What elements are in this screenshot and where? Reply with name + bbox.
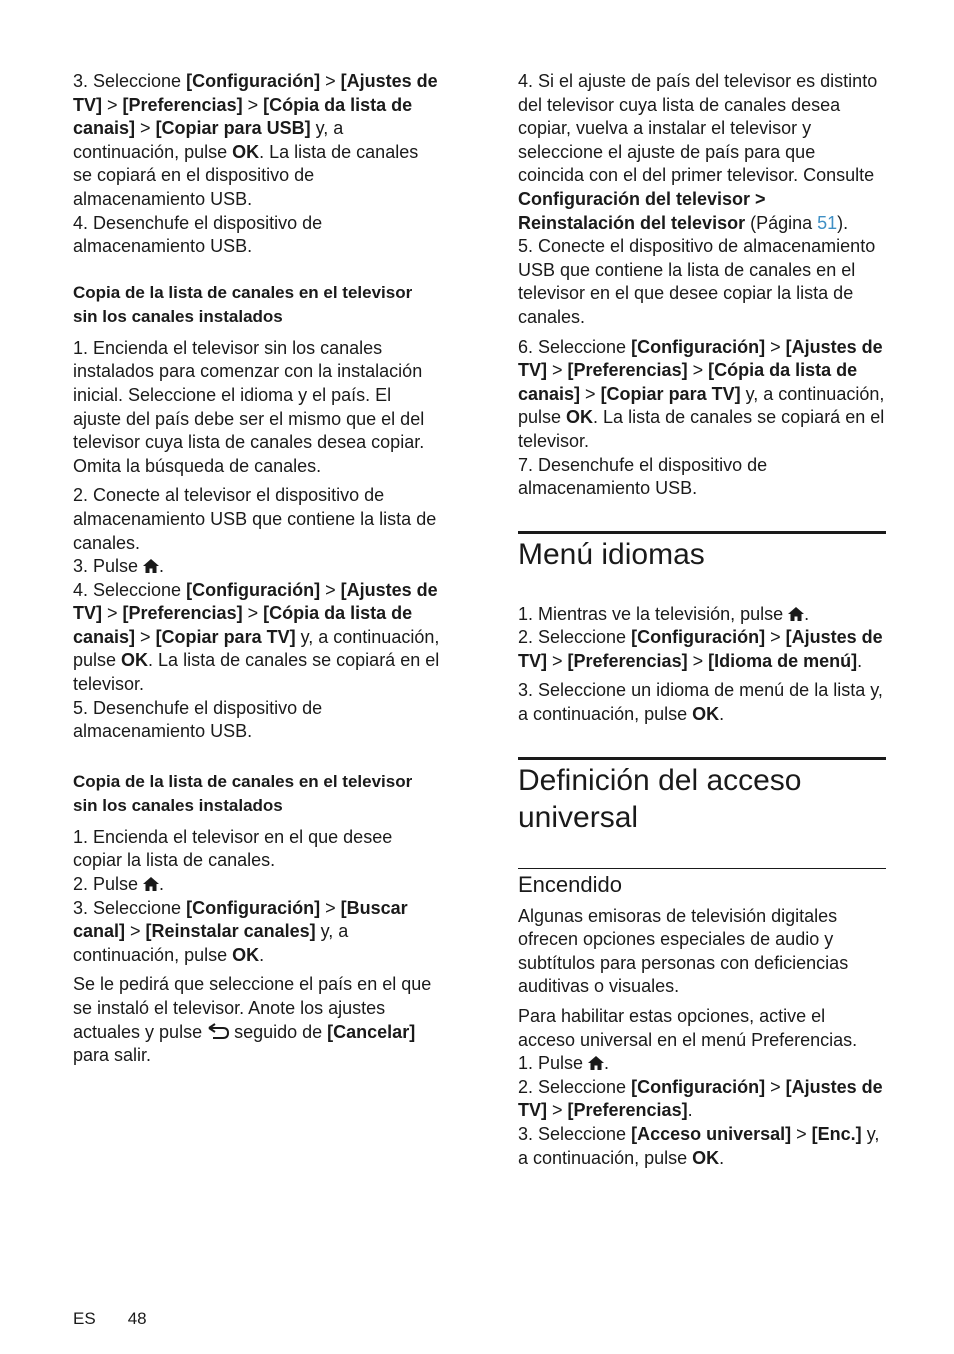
section-heading: Definición del acceso universal (518, 757, 886, 836)
section-heading: Menú idiomas (518, 531, 886, 573)
paragraph: 1. Encienda el televisor sin los canales instalados para comenzar con la instalación inicial. Seleccione el idioma y el país. El ajuste del país debe ser el mismo que el del televisor cuya lista de canales desea copiar. Omita la búsqueda de canales. (73, 337, 425, 476)
paragraph: Para habilitar estas opciones, active el acceso universal en el menú Preferencias. 1. Pulse . 2. Seleccione [Configuración] > [Ajustes de TV] > [Preferencias]. 3. Seleccione [Acceso universal] > [Enc.] y, a continuación, pulse OK. (518, 1006, 883, 1168)
paragraph: 3. Seleccione [Configuración] > [Ajustes de TV] > [Preferencias] > [Cópia da lista de canais] > [Copiar para USB] y, a continuación, pulse OK. La lista de canales se copiará en el dispositivo de almacenamiento USB. 4. Desenchufe el dispositivo de almacenamiento USB. (73, 71, 438, 257)
paragraph: 1. Mientras ve la televisión, pulse . 2. Seleccione [Configuración] > [Ajustes de TV] > [Preferencias] > [Idioma de menú]. (518, 603, 883, 671)
page-footer (73, 1308, 147, 1330)
home-icon (143, 559, 159, 573)
subheading: Copia de la lista de canales en el televisor sin los canales instalados (73, 282, 413, 326)
paragraph: 2. Conecte al televisor el dispositivo de almacenamiento USB que contiene la lista de canales. 3. Pulse . 4. Seleccione [Configuración] > [Ajustes de TV] > [Preferencias] > [Cópia da lista de canais] > [Copiar para TV] y, a continuación, pulse OK. La lista de canales se copiará en el televisor. 5. Desenchufe el dispositivo de almacenamiento USB. (73, 485, 440, 742)
page-number: 48 (127, 1309, 147, 1328)
subsection-heading: Encendido (518, 868, 886, 899)
paragraph: Algunas emisoras de televisión digitales ofrecen opciones especiales de audio y subtítulos para personas con deficiencias auditivas o visuales. (518, 905, 849, 997)
paragraph: 4. Si el ajuste de país del televisor es distinto del televisor cuya lista de canales desea copiar, vuelva a instalar el televisor y seleccione el ajuste de país para que coincida con el del primer televisor. Consulte Configuración del televisor > Reinstalación del televisor (Página 51). 5. Conecte el dispositivo de almacenamiento USB que contiene la lista de canales en el televisor en el que desee copiar la lista de canales. (518, 71, 878, 327)
left-column (73, 70, 441, 1074)
right-column (518, 70, 886, 1176)
paragraph: 6. Seleccione [Configuración] > [Ajustes de TV] > [Preferencias] > [Cópia da lista de canais] > [Copiar para TV] y, a continuación, pulse OK. La lista de canales se copiará en el televisor. 7. Desenchufe el dispositivo de almacenamiento USB. (518, 336, 885, 499)
home-icon (788, 607, 804, 621)
paragraph: Se le pedirá que seleccione el país en el que se instaló el televisor. Anote los ajustes actuales y pulse seguido de [Cancelar] para salir. (73, 974, 432, 1066)
home-icon (143, 877, 159, 891)
language-code: ES (73, 1309, 96, 1328)
paragraph: 1. Encienda el televisor en el que desee copiar la lista de canales. 2. Pulse . 3. Seleccione [Configuración] > [Buscar canal] > [Reinstalar canales] y, a continuación, pulse OK. (73, 826, 408, 965)
back-icon (207, 1023, 229, 1039)
page-link[interactable]: 51 (817, 212, 838, 233)
subheading: Copia de la lista de canales en el televisor sin los canales instalados (73, 771, 413, 815)
paragraph: 3. Seleccione un idioma de menú de la lista y, a continuación, pulse OK. (518, 680, 883, 725)
home-icon (588, 1056, 604, 1070)
